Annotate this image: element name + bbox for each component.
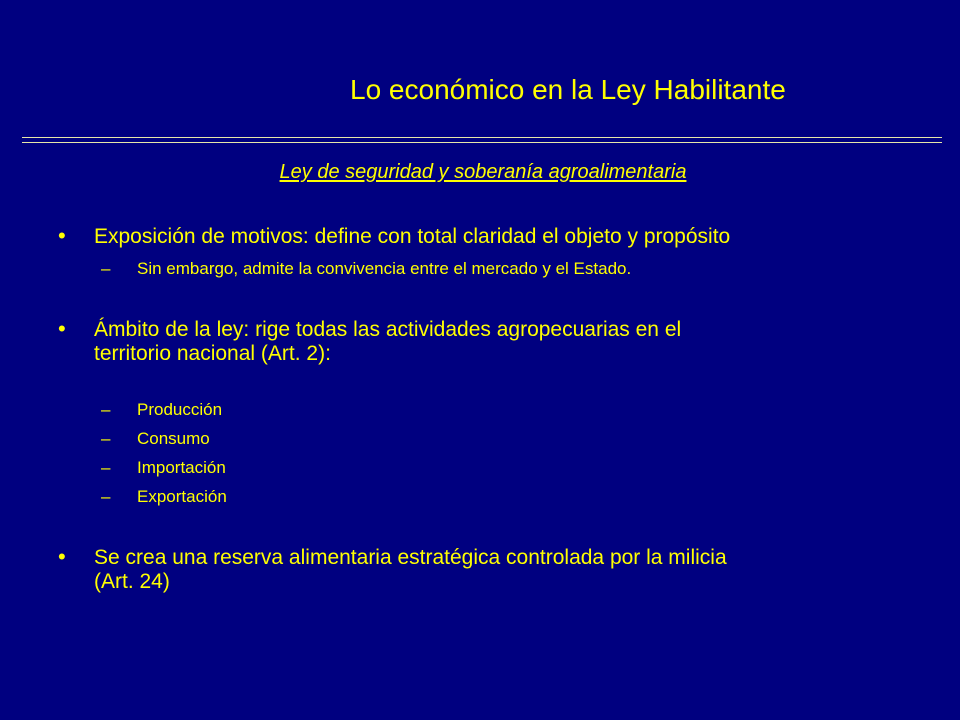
bullet-1-line-1: Exposición de motivos: define con total claridad el objeto y propósito: [94, 225, 731, 248]
dash-glyph: –: [101, 429, 111, 448]
bullet-1-subitem-1: Sin embargo, admite la convivencia entre el mercado y el Estado.: [137, 259, 632, 278]
bullet-glyph: •: [58, 316, 66, 341]
slide-title: Lo económico en la Ley Habilitante: [350, 74, 786, 105]
bullet-2-subitem-3: Importación: [137, 458, 226, 477]
bullet-2-subitem-1: Producción: [137, 400, 223, 419]
bullet-2-subitem-4: Exportación: [137, 487, 227, 506]
title-divider-bottom: [22, 142, 942, 143]
bullet-3-line-2: (Art. 24): [94, 570, 170, 593]
title-divider-top: [22, 137, 942, 138]
bullet-2-line-1: Ámbito de la ley: rige todas las actividades agropecuarias en el: [94, 318, 682, 341]
dash-glyph: –: [101, 487, 111, 506]
dash-glyph: –: [101, 259, 111, 278]
bullet-glyph: •: [58, 544, 66, 569]
dash-glyph: –: [101, 458, 111, 477]
bullet-glyph: •: [58, 223, 66, 248]
slide-subtitle: Ley de seguridad y soberanía agroalimentaria: [279, 161, 687, 183]
bullet-2-line-2: territorio nacional (Art. 2):: [94, 342, 331, 365]
bullet-3-line-1: Se crea una reserva alimentaria estratégica controlada por la milicia: [94, 546, 727, 569]
bullet-2-subitem-2: Consumo: [137, 429, 210, 448]
dash-glyph: –: [101, 400, 111, 419]
